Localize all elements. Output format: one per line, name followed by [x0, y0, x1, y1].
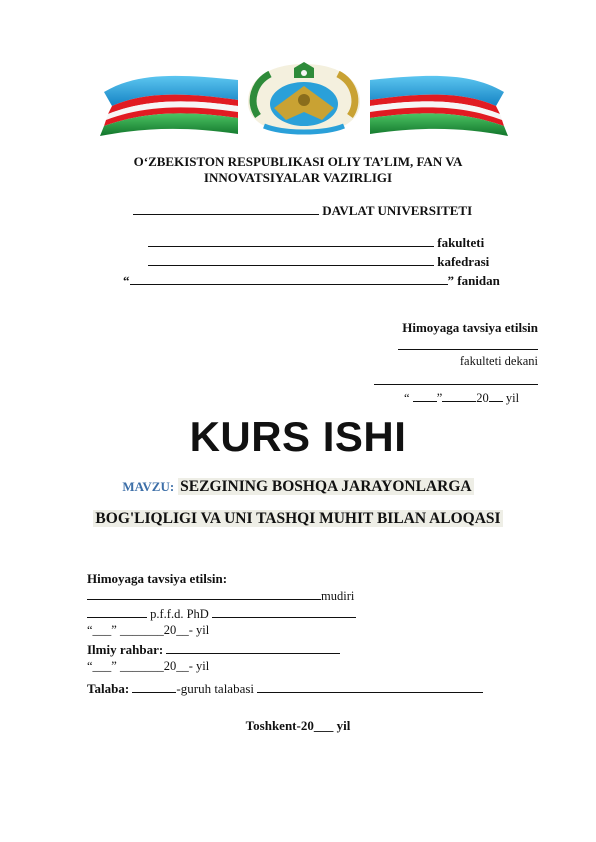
- approval-date-1: “___” _______20__- yil: [87, 623, 210, 637]
- degree-label: p.f.f.d. PhD: [150, 607, 209, 621]
- faculty-suffix: fakulteti: [437, 235, 485, 250]
- degree-name-blank: [212, 605, 356, 618]
- topic-text-2: BOG'LIQLIGI VA UNI TASHQI MUHIT BILAN ALOQASI: [95, 510, 501, 527]
- subject-line: [123, 272, 500, 289]
- faculty-line: [148, 234, 484, 251]
- topic-line-1: [0, 478, 596, 496]
- approval-bottom-title: Himoyaga tavsiya etilsin:: [87, 571, 228, 586]
- student-line: [87, 680, 483, 697]
- subject-open-quote: “: [123, 273, 130, 288]
- supervisor-name-blank: [166, 641, 340, 654]
- supervisor-line: [87, 641, 340, 658]
- head-name-blank: [87, 587, 321, 600]
- subject-suffix: ” fanidan: [447, 273, 500, 288]
- date-open-quote: “: [404, 391, 410, 405]
- date-year-suffix: yil: [505, 391, 520, 405]
- right-flag-icon: [370, 76, 508, 136]
- date-month-blank: [442, 389, 476, 402]
- approval-top-date: [404, 389, 519, 406]
- left-flag-icon: [100, 76, 238, 136]
- date-day-blank: [413, 389, 437, 402]
- document-title: KURS ISHI: [189, 413, 407, 460]
- date-year-blank: [489, 389, 503, 402]
- date-close-quote: ”: [436, 391, 443, 405]
- group-text: -guruh talabasi: [176, 681, 255, 696]
- date-year-prefix: 20: [476, 391, 489, 405]
- approval-top-title: Himoyaga tavsiya etilsin: [402, 320, 538, 335]
- student-name-blank: [257, 680, 483, 693]
- coat-of-arms-icon: [248, 62, 360, 134]
- dean-signature-blank: [374, 384, 538, 385]
- university-name-blank: [133, 202, 319, 215]
- head-line: [87, 587, 354, 604]
- topic-label: MAVZU:: [122, 479, 175, 494]
- group-number-blank: [132, 680, 176, 693]
- topic-text-1: SEZGINING BOSHQA JARAYONLARGA: [180, 478, 472, 495]
- faculty-name-blank: [148, 234, 434, 247]
- ministry-line-1: O‘ZBEKISTON RESPUBLIKASI OLIY TA’LIM, FAN VA: [133, 154, 463, 169]
- subject-name-blank: [130, 272, 448, 285]
- university-suffix: DAVLAT UNIVERSITETI: [322, 203, 473, 218]
- university-line: [133, 202, 472, 219]
- emblem-logo: [98, 62, 510, 136]
- degree-prefix-blank: [87, 605, 147, 618]
- topic-line-2: [0, 510, 596, 528]
- degree-line: [87, 605, 356, 622]
- department-name-blank: [148, 253, 434, 266]
- department-line: [148, 253, 489, 270]
- dean-label: fakulteti dekani: [459, 354, 538, 368]
- department-suffix: kafedrasi: [437, 254, 490, 269]
- student-label: Talaba:: [87, 681, 130, 696]
- head-suffix: mudiri: [321, 589, 355, 603]
- dean-name-blank: [398, 349, 538, 350]
- city-year: Toshkent-20___ yil: [245, 718, 351, 733]
- ministry-line-2: INNOVATSIYALAR VAZIRLIGI: [203, 170, 393, 185]
- supervisor-label: Ilmiy rahbar:: [87, 642, 164, 657]
- approval-date-2: “___” _______20__- yil: [87, 659, 210, 673]
